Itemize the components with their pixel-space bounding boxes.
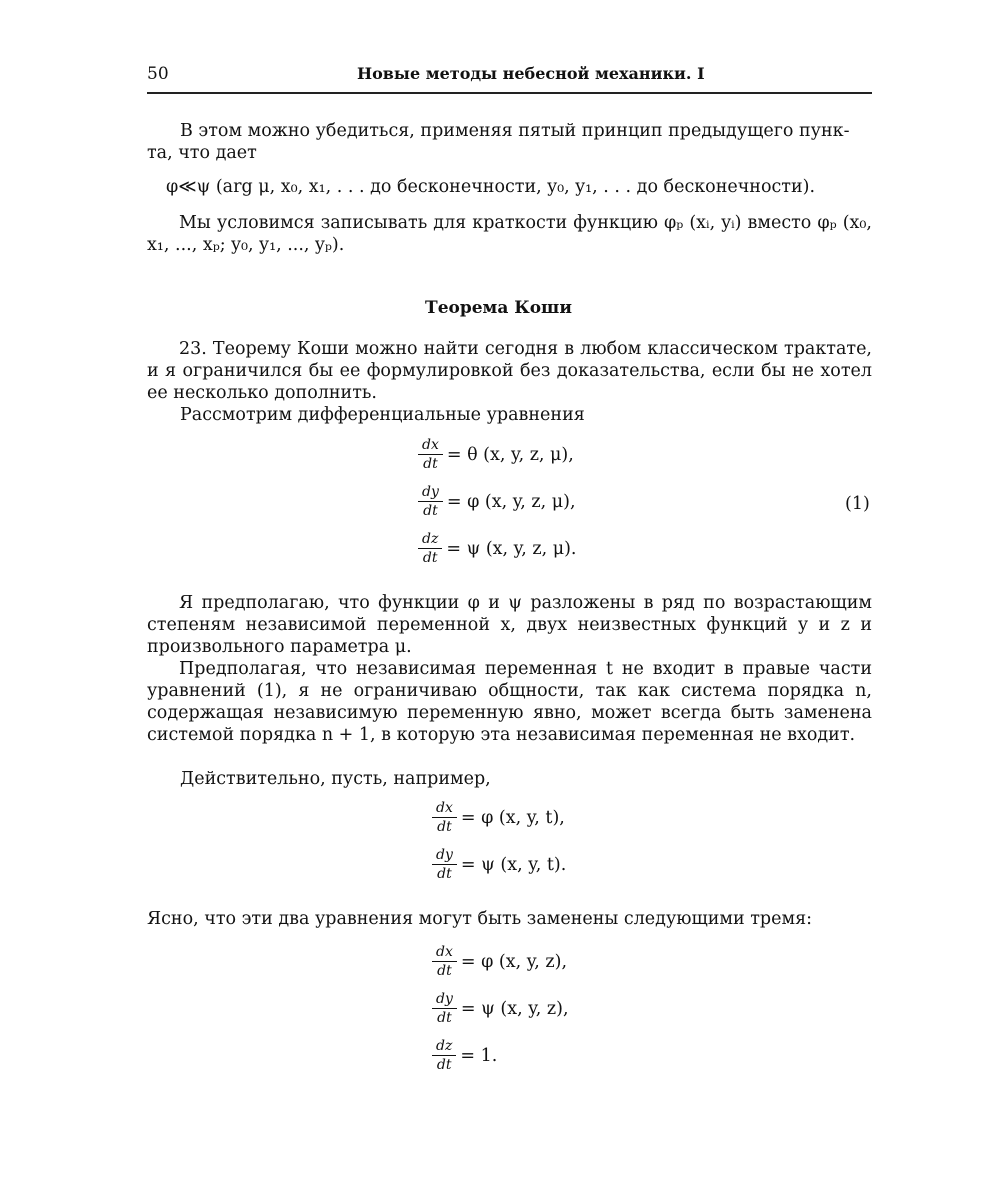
derivative-fraction: $\frac{dz}{dt}$ — [418, 531, 442, 566]
derivative-fraction: $\frac{dx}{dt}$ — [432, 944, 457, 979]
clearly-line: Ясно, что эти два уравнения могут быть заменены следующими тремя: — [147, 909, 813, 929]
derivative-fraction: $\frac{dz}{dt}$ — [432, 1038, 456, 1073]
equation-3a — [432, 944, 567, 979]
intro-line-2: та, что дает — [147, 143, 257, 163]
assumption-paragraph: Я предполагаю, что функции φ и ψ разложены в ряд по возрастающим степеням независимой переменной x, двух неизвестных функций y и z и произвольного параметра μ. — [147, 593, 872, 657]
equation-rhs: = ψ (x, y, z, μ). — [446, 538, 577, 559]
majorant-inequality: φ≪ψ (arg μ, x₀, x₁, . . . до бесконечности, y₀, y₁, . . . до бесконечности). — [166, 177, 816, 197]
equation-rhs: = 1. — [460, 1045, 498, 1066]
page-header — [147, 64, 872, 94]
intro-line-1: В этом можно убедиться, применяя пятый принцип предыдущего пунк- — [180, 121, 850, 141]
running-title: Новые методы небесной механики. I — [357, 64, 705, 83]
derivative-fraction: $\frac{dy}{dt}$ — [418, 484, 443, 519]
equation-3b — [432, 991, 569, 1026]
paragraph-23: 23. Теорему Коши можно найти сегодня в любом классическом трактате, и я ограничился бы ее формулировкой без доказательства, если бы не хотел ее несколько дополнить. — [147, 339, 872, 403]
section-title: Теорема Коши — [425, 298, 572, 318]
equation-2b — [432, 847, 566, 882]
derivative-fraction: $\frac{dy}{dt}$ — [432, 991, 457, 1026]
consider-line: Рассмотрим дифференциальные уравнения — [180, 405, 585, 425]
equation-rhs: = ψ (x, y, t). — [460, 854, 567, 875]
equation-rhs: = θ (x, y, z, μ), — [446, 444, 574, 465]
equation-3c — [432, 1038, 497, 1073]
generality-paragraph: Предполагая, что независимая переменная t не входит в правые части уравнений (1), я не ограничиваю общности, так как система порядка n, содержащая независимую переменную явно, может всегда быть заменена системой порядка n + 1, в которую эта независимая переменная не входит. — [147, 659, 872, 745]
equation-1b — [418, 484, 576, 519]
indeed-line: Действительно, пусть, например, — [180, 769, 491, 789]
page-number: 50 — [147, 64, 169, 84]
equation-number: (1) — [845, 494, 870, 514]
equation-rhs: = φ (x, y, t), — [460, 807, 565, 828]
derivative-fraction: $\frac{dy}{dt}$ — [432, 847, 457, 882]
notation-paragraph: Мы условимся записывать для краткости функцию φₚ (xᵢ, yᵢ) вместо φₚ (x₀, x₁, ..., xₚ; y₀, y₁, ..., yₚ). — [147, 213, 872, 255]
equation-1c — [418, 531, 576, 566]
equation-rhs: = φ (x, y, z, μ), — [446, 491, 576, 512]
derivative-fraction: $\frac{dx}{dt}$ — [432, 800, 457, 835]
equation-rhs: = φ (x, y, z), — [460, 951, 568, 972]
equation-1a — [418, 437, 574, 472]
equation-2a — [432, 800, 565, 835]
equation-rhs: = ψ (x, y, z), — [460, 998, 569, 1019]
derivative-fraction: $\frac{dx}{dt}$ — [418, 437, 443, 472]
